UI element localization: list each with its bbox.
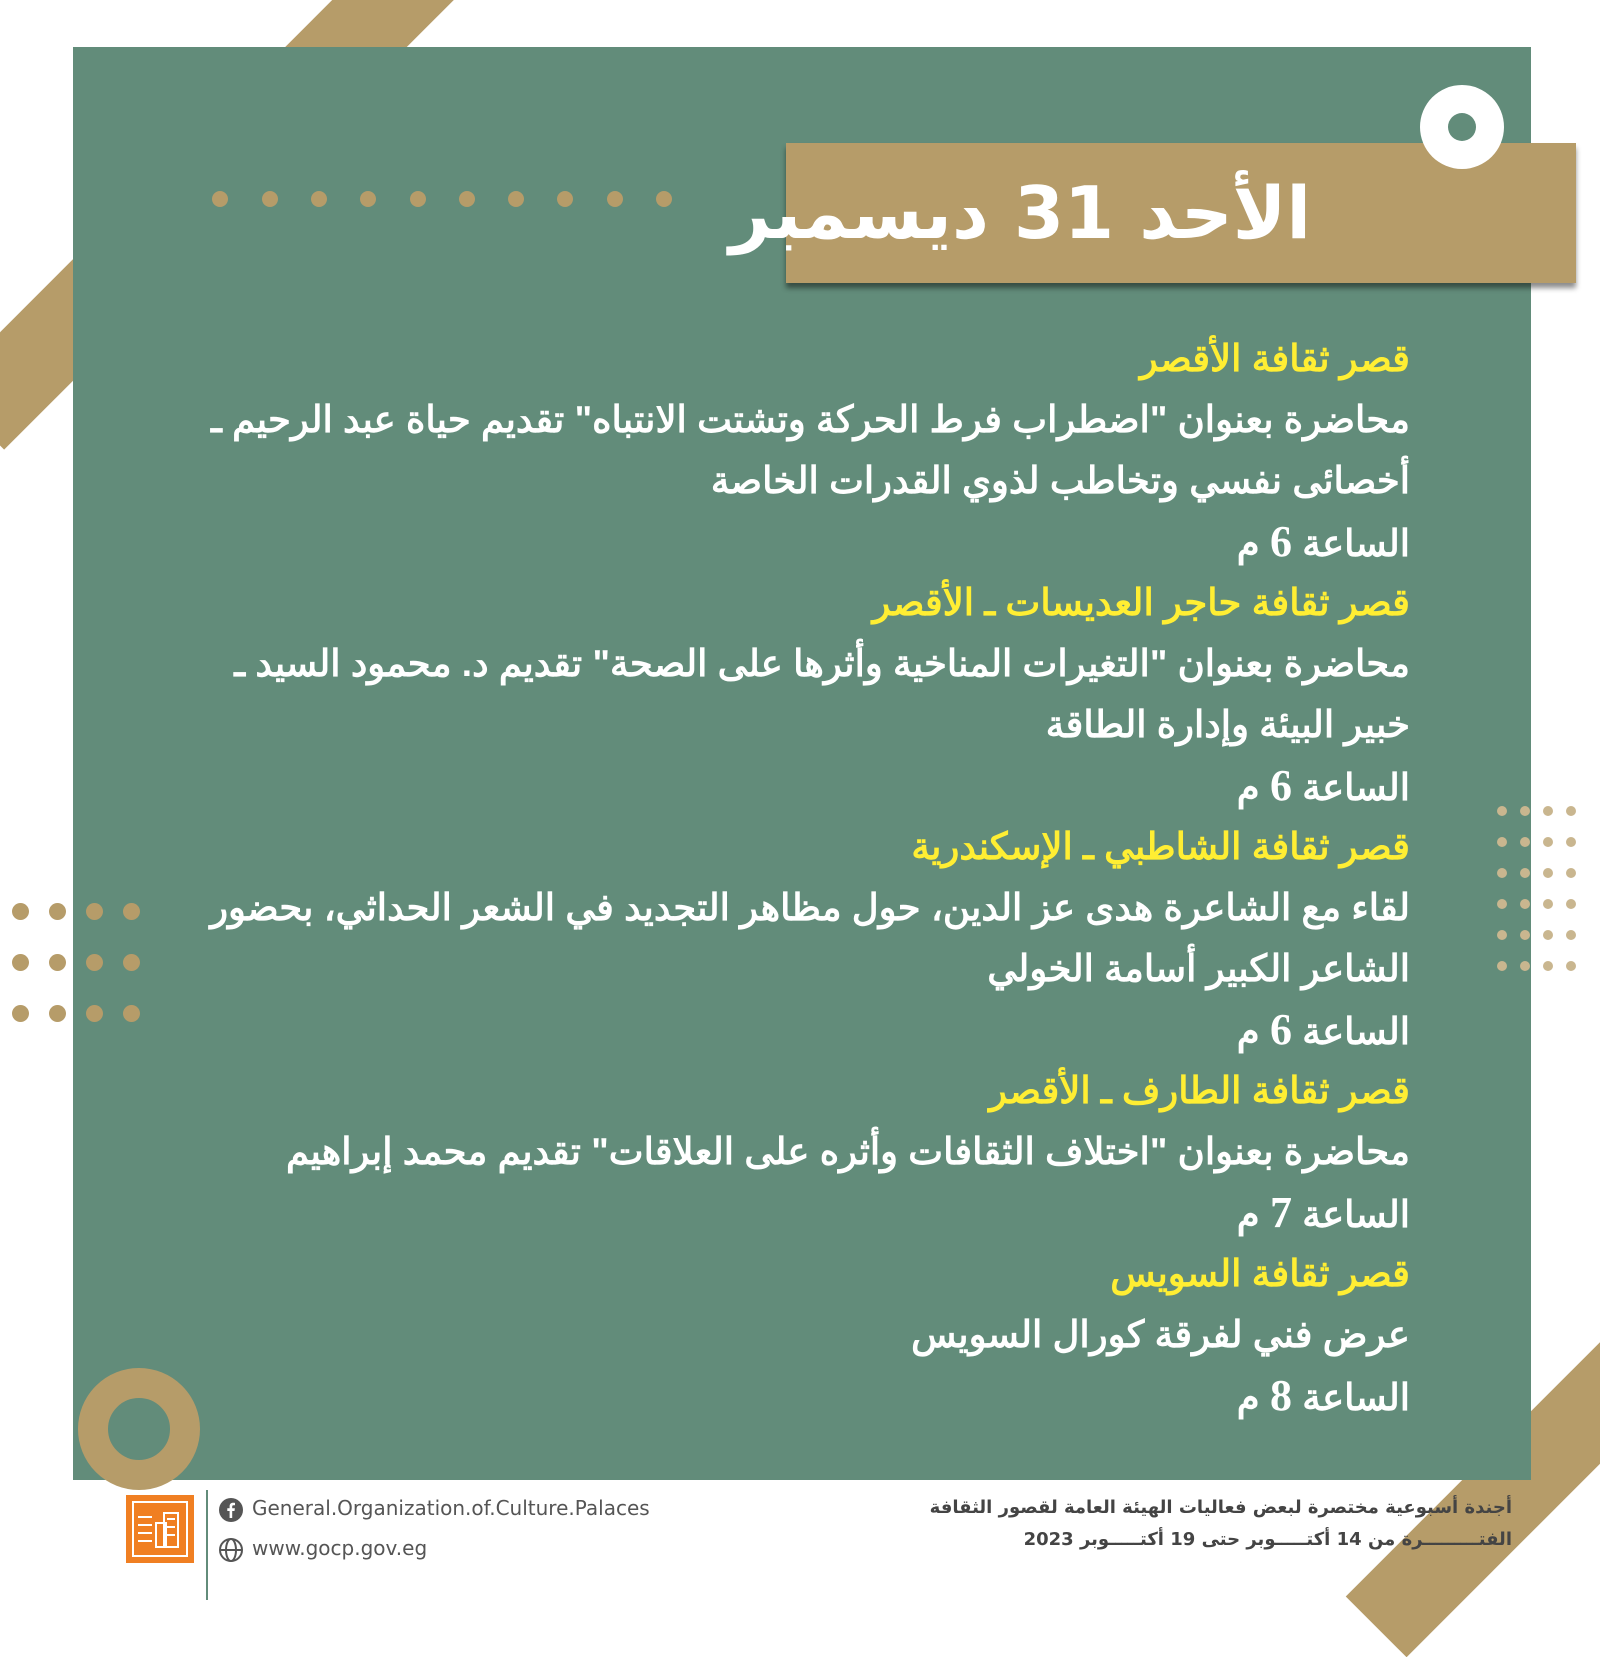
event-time-label: الساعة xyxy=(1302,523,1410,564)
footer-divider xyxy=(206,1490,208,1600)
agenda-title: أجندة أسبوعية مختصرة لبعض فعاليات الهيئة العامة لقصور الثقافة xyxy=(929,1497,1512,1518)
event-description: لقاء مع الشاعرة هدى عز الدين، حول مظاهر التجديد في الشعر الحداثي، بحضور الشاعر الكبير أسامة الخولي xyxy=(210,887,1410,989)
event-time-unit: م xyxy=(1236,523,1260,564)
event-venue: قصر ثقافة الشاطبي ـ الإسكندرية xyxy=(911,826,1410,867)
event-venue: قصر ثقافة الطارف ـ الأقصر xyxy=(989,1070,1410,1111)
event-time-label: الساعة xyxy=(1302,1011,1410,1052)
event-time-label: الساعة xyxy=(1302,1377,1410,1418)
agenda-period: الفتـــــــــرة من 14 أكتـــــوبر حتى 19 أكتـــــوبر 2023 xyxy=(1023,1529,1512,1550)
event-item xyxy=(180,572,1410,816)
event-time-label: الساعة xyxy=(1302,767,1410,808)
event-venue: قصر ثقافة السويس xyxy=(1110,1253,1410,1294)
globe-icon xyxy=(218,1537,244,1563)
event-item xyxy=(180,328,1410,572)
event-item xyxy=(180,1243,1410,1426)
event-time-unit: م xyxy=(1236,1377,1260,1418)
event-time-number: 7 xyxy=(1269,1188,1292,1237)
logo-building-icon xyxy=(134,1503,186,1555)
event-time-unit: م xyxy=(1236,1194,1260,1235)
event-item xyxy=(180,816,1410,1060)
event-time xyxy=(180,511,1410,572)
event-time-number: 6 xyxy=(1269,517,1292,566)
event-time xyxy=(180,1365,1410,1426)
event-time-label: الساعة xyxy=(1302,1194,1410,1235)
event-description: محاضرة بعنوان "اختلاف الثقافات وأثره على العلاقات" تقديم محمد إبراهيم xyxy=(285,1131,1410,1172)
facebook-handle: General.Organization.of.Culture.Palaces xyxy=(252,1496,650,1520)
event-description: عرض فني لفرقة كورال السويس xyxy=(911,1314,1410,1355)
website-link[interactable] xyxy=(218,1533,427,1563)
event-item xyxy=(180,1060,1410,1243)
event-time-unit: م xyxy=(1236,767,1260,808)
event-time-number: 6 xyxy=(1269,1005,1292,1054)
date-title: الأحد 31 ديسمبر xyxy=(729,171,1311,255)
events-list xyxy=(180,328,1410,1426)
event-time xyxy=(180,755,1410,816)
event-time xyxy=(180,999,1410,1060)
event-time-number: 8 xyxy=(1269,1371,1292,1420)
footer-agenda-info xyxy=(930,1492,1512,1556)
event-description: محاضرة بعنوان "اضطراب فرط الحركة وتشتت الانتباه" تقديم حياة عبد الرحيم ـ أخصائى نفسي وتخاطب لذوي القدرات الخاصة xyxy=(211,399,1410,501)
event-venue: قصر ثقافة حاجر العديسات ـ الأقصر xyxy=(872,582,1410,623)
event-venue: قصر ثقافة الأقصر xyxy=(1139,338,1410,379)
website-url: www.gocp.gov.eg xyxy=(252,1536,428,1560)
event-time xyxy=(180,1182,1410,1243)
event-time-number: 6 xyxy=(1269,761,1292,810)
event-time-unit: م xyxy=(1236,1011,1260,1052)
organization-logo xyxy=(126,1495,194,1563)
decor-ring-top xyxy=(1420,85,1504,169)
facebook-link[interactable] xyxy=(218,1493,650,1523)
facebook-icon xyxy=(218,1497,244,1523)
event-description: محاضرة بعنوان "التغيرات المناخية وأثرها على الصحة" تقديم د. محمود السيد ـ خبير البيئة وإدارة الطاقة xyxy=(234,643,1410,745)
